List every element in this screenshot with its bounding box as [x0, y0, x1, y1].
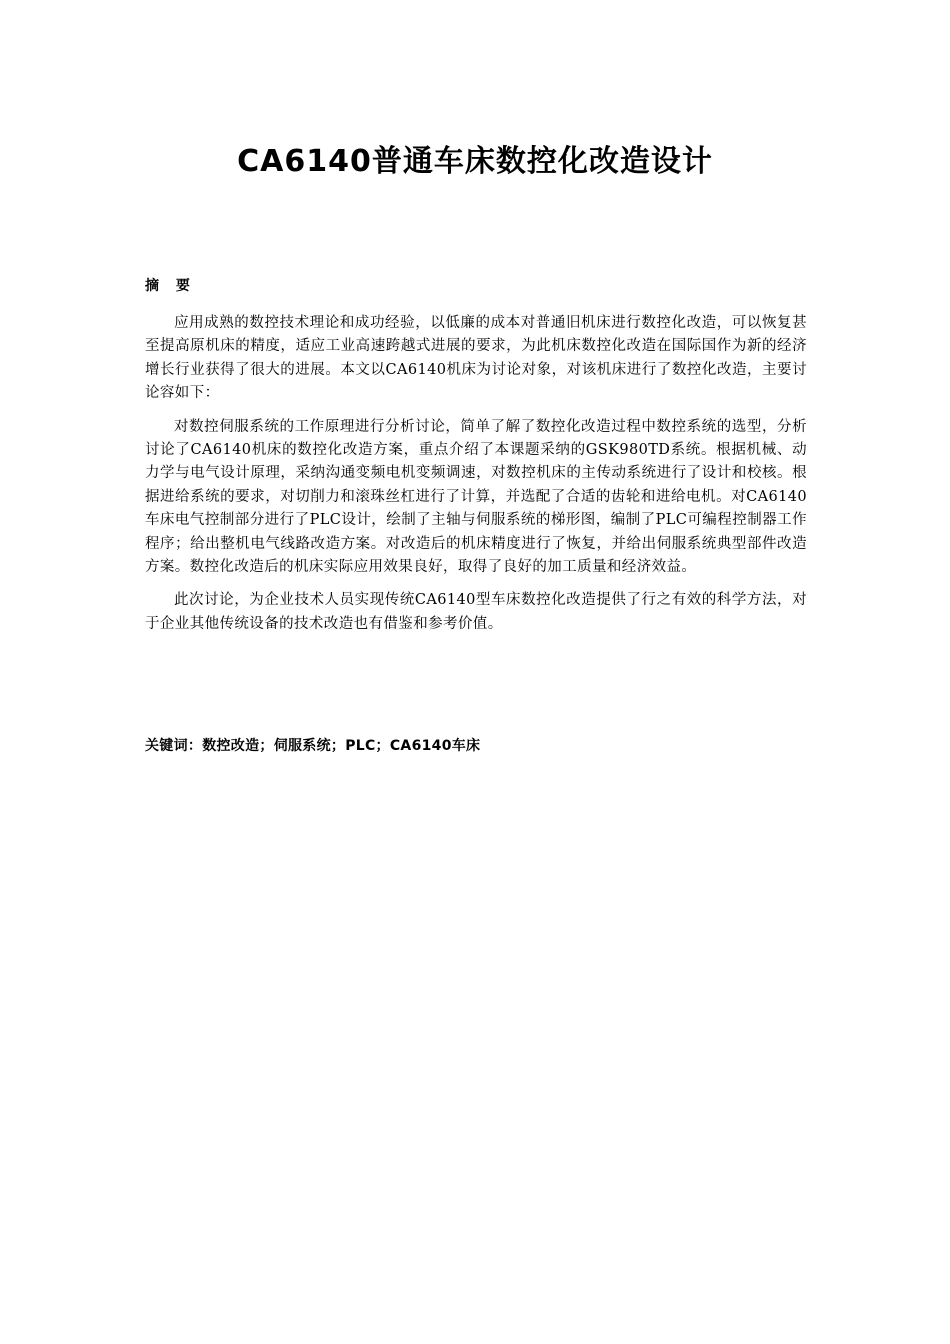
abstract-heading: 摘 要 [145, 278, 196, 294]
document-title: CA6140普通车床数控化改造设计 [237, 144, 713, 179]
abstract-paragraph-3: 此次讨论，为企业技术人员实现传统CA6140型车床数控化改造提供了行之有效的科学方法，对于企业其他传统设备的技术改造也有借鉴和参考价值。 [145, 592, 807, 632]
keywords-line: 关键词：数控改造；伺服系统；PLC；CA6140车床 [145, 738, 481, 754]
abstract-body [145, 312, 807, 646]
abstract-paragraph-1: 应用成熟的数控技术理论和成功经验，以低廉的成本对普通旧机床进行数控化改造，可以恢复甚至提高原机床的精度，适应工业高速跨越式进展的要求，为此机床数控化改造在国际国作为新的经济增长行业获得了很大的进展。本文以CA6140机床为讨论对象，对该机床进行了数控化改造，主要讨论容如下： [145, 315, 807, 402]
abstract-paragraph-2: 对数控伺服系统的工作原理进行分析讨论，简单了解了数控化改造过程中数控系统的选型，分析讨论了CA6140机床的数控化改造方案，重点介绍了本课题采纳的GSK980TD系统。根据机械、动力学与电气设计原理，采纳沟通变频电机变频调速，对数控机床的主传动系统进行了设计和校核。根据进给系统的要求，对切削力和滚珠丝杠进行了计算，并选配了合适的齿轮和进给电机。对CA6140车床电气控制部分进行了PLC设计，绘制了主轴与伺服系统的梯形图，编制了PLC可编程控制器工作程序；给出整机电气线路改造方案。对改造后的机床精度进行了恢复，并给出伺服系统典型部件改造方案。数控化改造后的机床实际应用效果良好，取得了良好的加工质量和经济效益。 [145, 418, 807, 576]
